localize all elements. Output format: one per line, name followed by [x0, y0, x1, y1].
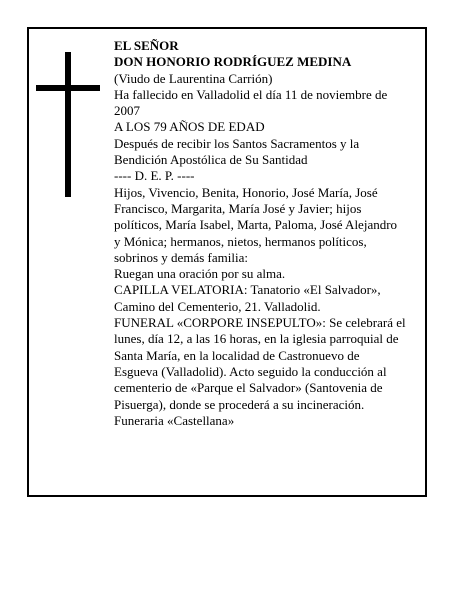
age-line: A LOS 79 AÑOS DE EDAD [114, 119, 265, 135]
notice-title: EL SEÑOR [114, 38, 179, 53]
family-line-1: Hijos, Vivencio, Benita, Honorio, José María, José [114, 184, 378, 200]
cross-vertical-bar [65, 52, 71, 197]
deceased-name: DON HONORIO RODRÍGUEZ MEDINA [114, 54, 352, 70]
latin-cross-icon [36, 52, 100, 197]
sacraments-line-2: Bendición Apostólica de Su Santidad [114, 152, 308, 168]
funeral-line-2: lunes, día 12, a las 16 horas, en la iglesia parroquial de [114, 331, 399, 347]
death-line-2: 2007 [114, 103, 140, 119]
spouse-line: (Viudo de Laurentina Carrión) [114, 70, 273, 86]
prayer-line: Ruegan una oración por su alma. [114, 266, 286, 282]
funeral-line-1: FUNERAL «CORPORE INSEPULTO»: Se celebrará el [114, 315, 406, 331]
cross-horizontal-bar [36, 85, 100, 91]
funeral-line-3: Santa María, en la localidad de Castronuevo de [114, 347, 360, 363]
chapel-line-2: Camino del Cementerio, 21. Valladolid. [114, 298, 321, 314]
family-line-3: políticos, María Isabel, Marta, Paloma, José Alejandro [114, 217, 398, 233]
family-line-2: Francisco, Margarita, María José y Javier; hijos [114, 200, 362, 216]
chapel-line-1: CAPILLA VELATORIA: Tanatorio «El Salvador», [114, 282, 381, 298]
rip-line: ---- D. E. P. ---- [114, 168, 195, 184]
death-line-1: Ha fallecido en Valladolid el día 11 de noviembre de [114, 86, 388, 102]
funeral-line-6: Pisuerga), donde se procederá a su incineración. [114, 396, 365, 412]
funeral-line-5: cementerio de «Parque el Salvador» (Santovenia de [114, 380, 383, 396]
family-line-4: y Mónica; hermanos, nietos, hermanos políticos, [114, 233, 367, 249]
sacraments-line-1: Después de recibir los Santos Sacramentos y la [114, 135, 360, 151]
funeral-home-line: Funeraria «Castellana» [114, 412, 235, 428]
funeral-line-4: Esgueva (Valladolid). Acto seguido la conducción al [114, 363, 387, 379]
obituary-text [114, 38, 422, 429]
family-line-5: sobrinos y demás familia: [114, 249, 248, 265]
